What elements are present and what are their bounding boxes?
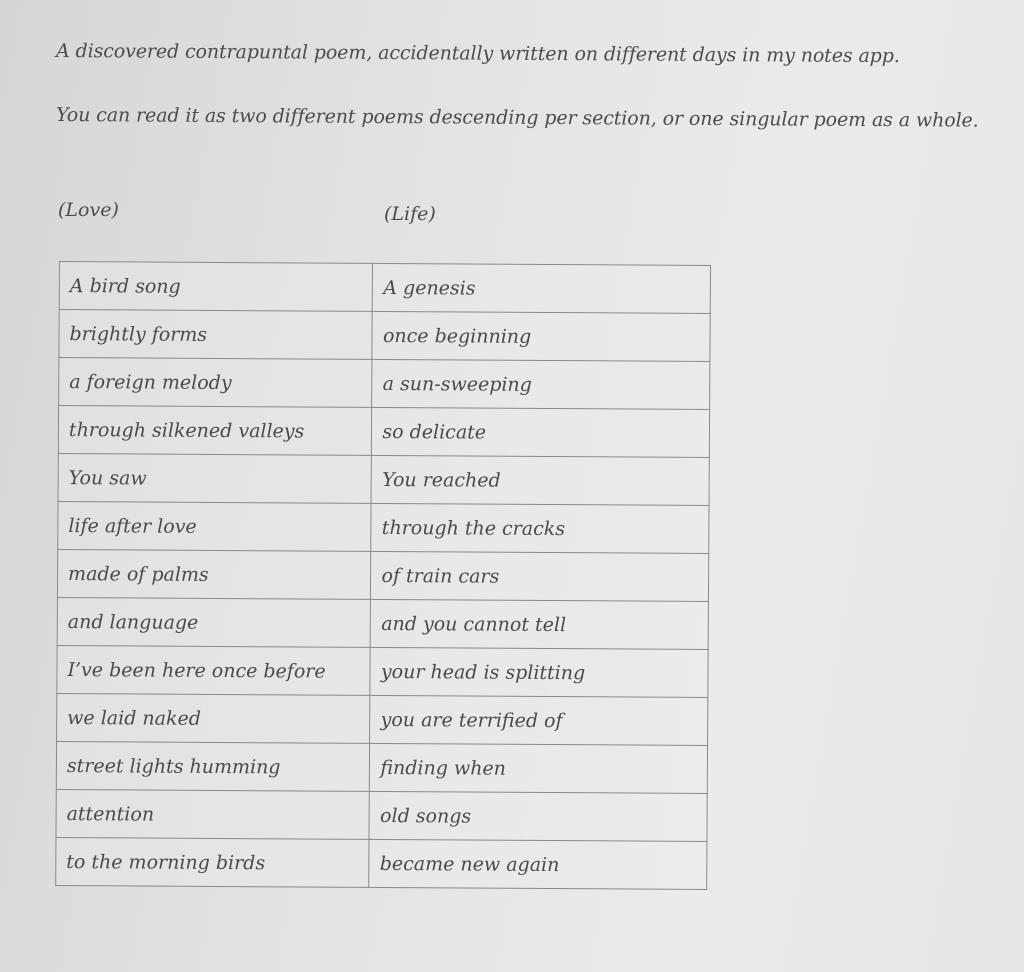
table-row xyxy=(59,262,710,314)
intro-line-2: You can read it as two different poems descending per section, or one singular poem as a whole. xyxy=(55,104,979,132)
life-line: a sun-sweeping xyxy=(372,359,710,409)
life-line: and you cannot tell xyxy=(371,599,709,649)
column-heading-life: (Life) xyxy=(384,203,436,225)
table-row xyxy=(58,501,709,553)
love-line: we laid naked xyxy=(57,693,371,743)
life-line: your head is splitting xyxy=(370,647,708,697)
life-line: A genesis xyxy=(373,263,711,313)
life-line: of train cars xyxy=(371,551,709,601)
table-row xyxy=(59,310,710,362)
table-row xyxy=(56,789,707,841)
table-row xyxy=(58,406,709,458)
life-line: finding when xyxy=(370,743,708,793)
love-line: You saw xyxy=(58,453,372,503)
table-row xyxy=(57,693,708,745)
life-line: became new again xyxy=(369,839,707,889)
table-row xyxy=(57,645,708,697)
life-line: through the cracks xyxy=(371,503,709,553)
life-line: so delicate xyxy=(372,407,710,457)
intro-line-1: A discovered contrapuntal poem, accidentally written on different days in my notes app. xyxy=(55,40,900,68)
table-row xyxy=(57,549,708,601)
life-line: old songs xyxy=(369,791,707,841)
life-line: You reached xyxy=(371,455,709,505)
love-line: attention xyxy=(56,789,370,839)
table-row xyxy=(57,597,708,649)
love-line: a foreign melody xyxy=(59,358,373,408)
love-line: brightly forms xyxy=(59,310,373,360)
table-row xyxy=(56,741,707,793)
table-row xyxy=(58,453,709,505)
table-row xyxy=(56,837,707,889)
love-line: and language xyxy=(57,597,371,647)
love-line: life after love xyxy=(58,501,372,551)
life-line: you are terrified of xyxy=(370,695,708,745)
poem-table xyxy=(55,261,711,890)
love-line: to the morning birds xyxy=(56,837,370,887)
table-row xyxy=(59,358,710,410)
love-line: I’ve been here once before xyxy=(57,645,371,695)
love-line: made of palms xyxy=(57,549,371,599)
love-line: through silkened valleys xyxy=(58,406,372,456)
love-line: A bird song xyxy=(59,262,373,312)
love-line: street lights humming xyxy=(56,741,370,791)
column-heading-love: (Love) xyxy=(58,199,119,221)
life-line: once beginning xyxy=(372,311,710,361)
